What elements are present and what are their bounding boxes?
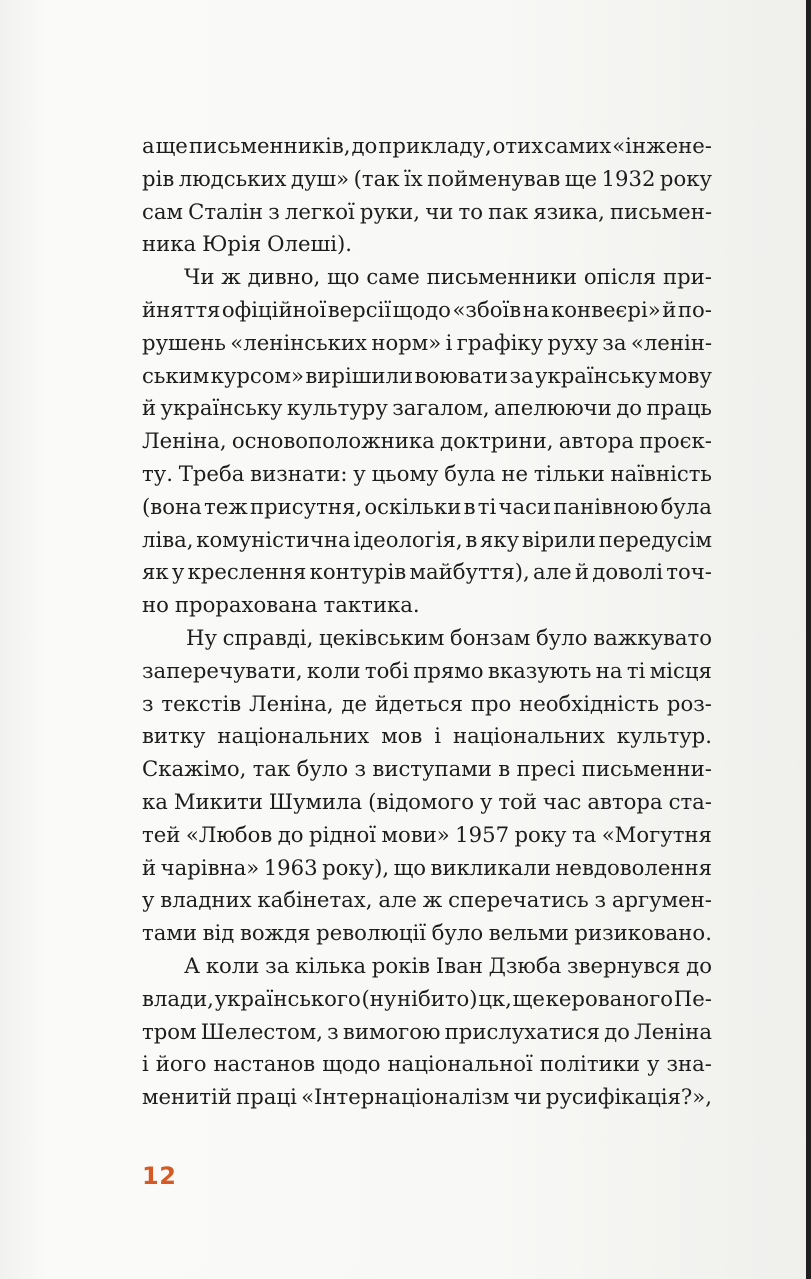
word: вирішили [305, 362, 414, 388]
word: теж [203, 493, 248, 519]
word: Леніна, [248, 690, 334, 716]
word: до [277, 821, 304, 847]
word: була [660, 493, 712, 519]
text-line [142, 1081, 712, 1114]
word: письменників, [188, 133, 351, 158]
word: йдеться [374, 690, 464, 716]
word: й [142, 395, 157, 421]
word: ризиковано. [574, 920, 712, 946]
word: конвеєрі» [550, 296, 661, 322]
word: в [465, 526, 478, 552]
word: рів [142, 165, 175, 191]
word: Микити [173, 788, 263, 814]
text-line [142, 327, 712, 360]
word: Дзюба [488, 952, 562, 978]
text-line [142, 884, 712, 917]
text-line [142, 392, 712, 425]
word: цьому [371, 460, 439, 486]
word: ідеологія, [353, 526, 463, 552]
word: точ- [666, 559, 712, 585]
text-line [142, 655, 712, 688]
word: графіку [456, 329, 544, 355]
word: викликали [430, 854, 551, 880]
word: автора [587, 788, 663, 814]
word: і [445, 329, 453, 355]
word: дивно, [247, 264, 321, 290]
word: а [142, 133, 155, 158]
word: мов [381, 723, 423, 749]
word: й [574, 559, 590, 585]
word: Сталін [188, 198, 264, 224]
word: самих [544, 133, 612, 158]
word: Шумила [268, 788, 363, 814]
word: Олеші). [267, 231, 352, 257]
word: норм» [371, 329, 442, 355]
word: культур. [616, 723, 712, 749]
word: кілька [295, 952, 367, 978]
word: влади, [142, 985, 214, 1011]
word: тей [142, 821, 181, 847]
word: у [353, 460, 366, 486]
word: з [354, 756, 367, 782]
word: доктрини, [440, 428, 554, 454]
word: пресі [516, 756, 576, 782]
word: 1963 [263, 854, 318, 880]
word: в [463, 493, 476, 519]
word: душ» [290, 165, 350, 191]
word: революції [316, 920, 427, 946]
word: коли [306, 657, 361, 683]
word: сам [142, 198, 183, 224]
word: передусім [598, 526, 712, 552]
word: пойменував [427, 165, 561, 191]
word: тобі [364, 657, 409, 683]
text-line [142, 589, 712, 622]
word: але [378, 887, 417, 913]
word: вождя [239, 920, 311, 946]
text-line [142, 819, 712, 852]
word: місця [649, 657, 712, 683]
word: національних [217, 723, 370, 749]
word: року [659, 165, 712, 191]
word: ж [221, 264, 241, 290]
word: у [142, 887, 155, 913]
word: національних [452, 723, 605, 749]
word: йняття [142, 296, 221, 322]
word: контурів [309, 559, 407, 585]
word: 1932 [601, 165, 656, 191]
word: тільки [533, 460, 605, 486]
word: Ну [186, 624, 217, 650]
text-line [142, 1048, 712, 1081]
word: опісля [583, 264, 657, 290]
word: що [393, 854, 427, 880]
word: Скажімо, [142, 756, 247, 782]
word: мови» [381, 821, 450, 847]
text-line [142, 294, 712, 327]
word: українську [535, 362, 657, 388]
text-line [142, 556, 712, 589]
word: автора [558, 428, 634, 454]
word: де [341, 690, 367, 716]
word: вимогою [342, 1018, 441, 1044]
word: ника [142, 231, 197, 257]
word: присутня, [249, 493, 363, 519]
word: на [595, 657, 623, 683]
word: менитій [142, 1084, 232, 1110]
text-line [142, 983, 712, 1016]
word: письменники [426, 264, 578, 290]
word: руки, [359, 198, 421, 224]
word: до [616, 395, 643, 421]
word: року), [322, 854, 390, 880]
word: нібито) [397, 985, 478, 1011]
text-line [142, 1016, 712, 1049]
word: наївність [610, 460, 712, 486]
word: у [647, 1051, 660, 1077]
word: письмен- [610, 198, 712, 224]
word: виступами [372, 756, 492, 782]
word: ка [142, 788, 168, 814]
word: (відомого [368, 788, 474, 814]
word: ті [477, 493, 497, 519]
word: бонзам [450, 624, 531, 650]
word: за [602, 329, 627, 355]
word: до [351, 133, 378, 158]
word: була [444, 460, 496, 486]
word: той [498, 788, 537, 814]
word: сперечатись [448, 887, 589, 913]
word: панівною [553, 493, 659, 519]
word: настанов [213, 1051, 316, 1077]
word: вельми [488, 920, 569, 946]
word: звернувся [567, 952, 681, 978]
word: саме [366, 264, 420, 290]
word: Юрія [202, 231, 262, 257]
word: було [431, 920, 484, 946]
word: владних [160, 887, 252, 913]
text-line [142, 425, 712, 458]
word: «Інтернаціоналізм [301, 1084, 510, 1110]
word: не [501, 460, 529, 486]
text-line [142, 688, 712, 721]
word: проєк- [639, 428, 712, 454]
word: за [509, 362, 534, 388]
word: роз- [666, 690, 712, 716]
word: у [171, 559, 185, 585]
word: людських [178, 165, 287, 191]
word: по- [677, 296, 712, 322]
word: як [142, 559, 169, 585]
word: тактика. [323, 592, 420, 618]
word: основоположника [231, 428, 435, 454]
word: Леніна, [142, 428, 227, 454]
word: «ленінських [230, 329, 367, 355]
word: коли [205, 952, 260, 978]
word: вказують [487, 657, 592, 683]
word: культуру [286, 395, 388, 421]
word: тами [142, 920, 197, 946]
word: прорахована [174, 592, 318, 618]
word: ще [512, 985, 545, 1011]
word: чарівна» [160, 854, 260, 880]
word: й [662, 296, 677, 322]
text-line [142, 196, 712, 229]
word: прямо [413, 657, 484, 683]
word: цк, [478, 985, 512, 1011]
word: праці [236, 1084, 297, 1110]
text-line [142, 720, 712, 753]
word: щодо [322, 1051, 381, 1077]
word: й [142, 854, 157, 880]
word: вірили [521, 526, 596, 552]
word: його [155, 1051, 207, 1077]
word: «збоїв [452, 296, 522, 322]
word: (вона [142, 493, 202, 519]
word: офіційної [221, 296, 327, 322]
word: і [434, 723, 442, 749]
word: «Могутня [601, 821, 712, 847]
text-line [142, 917, 712, 950]
word: легкої [284, 198, 355, 224]
word: часи [498, 493, 552, 519]
word: ста- [668, 788, 712, 814]
word: руху [547, 329, 598, 355]
text-line [142, 163, 712, 196]
word: кабінетах, [257, 887, 373, 913]
word: праць [646, 395, 712, 421]
text-line [142, 753, 712, 786]
word: при- [662, 264, 712, 290]
word: яку [480, 526, 520, 552]
word: зна- [666, 1051, 712, 1077]
word: щодо [392, 296, 451, 322]
word: але [533, 559, 572, 585]
word: Іван [435, 952, 483, 978]
word: Шелестом, [200, 1018, 323, 1044]
word: до [604, 1018, 630, 1044]
word: їх [403, 165, 423, 191]
word: воювати [414, 362, 509, 388]
word: цеківським [319, 624, 445, 650]
word: ту. [142, 460, 173, 486]
word: «інжене- [612, 133, 712, 158]
word: Чи [184, 264, 215, 290]
word: від [202, 920, 235, 946]
word: чи [425, 198, 454, 224]
word: що [327, 264, 360, 290]
text-line [142, 852, 712, 885]
word: А [184, 952, 201, 978]
text-line [142, 360, 712, 393]
word: так [252, 756, 291, 782]
word: ще [155, 133, 188, 158]
text-line [142, 261, 712, 294]
text-line [142, 786, 712, 819]
word: справді, [222, 624, 314, 650]
word: і [142, 1051, 149, 1077]
word: Леніна [634, 1018, 712, 1044]
text-line [142, 130, 712, 163]
word: керованого [545, 985, 674, 1011]
word: заперечувати, [142, 657, 303, 683]
word: українську [160, 395, 283, 421]
word: було [536, 624, 588, 650]
word: майбуття), [409, 559, 530, 585]
word: (ну [361, 985, 397, 1011]
word: ще [564, 165, 598, 191]
word: року [514, 821, 567, 847]
text-line [142, 458, 712, 491]
word: ліва, [142, 526, 194, 552]
word: но [142, 592, 169, 618]
word: прислухатися [444, 1018, 600, 1044]
word: 1957 [455, 821, 510, 847]
word: Пе- [673, 985, 712, 1011]
word: тром [142, 1018, 197, 1044]
word: ським [142, 362, 210, 388]
text-line [142, 491, 712, 524]
word: оскільки [364, 493, 462, 519]
word: років [371, 952, 431, 978]
word: ті [626, 657, 646, 683]
word: українського [214, 985, 361, 1011]
text-line [142, 950, 712, 983]
text-line [142, 228, 712, 261]
word: язика, [533, 198, 605, 224]
word: версії [327, 296, 392, 322]
word: з [327, 1018, 339, 1044]
word: «Любов [185, 821, 273, 847]
word: письменни- [581, 756, 712, 782]
word: до [686, 952, 712, 978]
word: з [142, 690, 154, 716]
word: комуністична [196, 526, 351, 552]
word: отих [492, 133, 544, 158]
word: креслення [187, 559, 307, 585]
word: невдоволення [555, 854, 712, 880]
word: пак [488, 198, 529, 224]
text-line [142, 524, 712, 557]
word: прикладу, [378, 133, 492, 158]
page-number: 12 [142, 1162, 177, 1190]
word: за [265, 952, 290, 978]
word: (так [353, 165, 400, 191]
word: рушень [142, 329, 226, 355]
word: визнати: [250, 460, 348, 486]
word: загалом, [392, 395, 490, 421]
word: в [498, 756, 511, 782]
word: ж [422, 887, 443, 913]
word: апелюючи [494, 395, 612, 421]
word: текстів [161, 690, 242, 716]
word: мову [658, 362, 712, 388]
word: витку [142, 723, 206, 749]
word: важкувато [593, 624, 712, 650]
word: час [542, 788, 582, 814]
word: чи [513, 1084, 542, 1110]
body-text [142, 130, 712, 1114]
word: рідної [309, 821, 377, 847]
word: необхідність [519, 690, 660, 716]
word: «ленін- [630, 329, 712, 355]
word: курсом» [210, 362, 304, 388]
word: у [479, 788, 493, 814]
word: Треба [178, 460, 245, 486]
word: доволі [592, 559, 664, 585]
word: національної [387, 1051, 533, 1077]
word: про [470, 690, 512, 716]
word: з [594, 887, 607, 913]
word: та [571, 821, 597, 847]
page-edge-shadow [806, 0, 811, 1279]
word: з [268, 198, 280, 224]
word: аргумен- [611, 887, 712, 913]
word: було [296, 756, 349, 782]
word: русифікація?», [545, 1084, 712, 1110]
word: то [458, 198, 483, 224]
word: політики [539, 1051, 641, 1077]
text-line [142, 622, 712, 655]
word: на [522, 296, 550, 322]
